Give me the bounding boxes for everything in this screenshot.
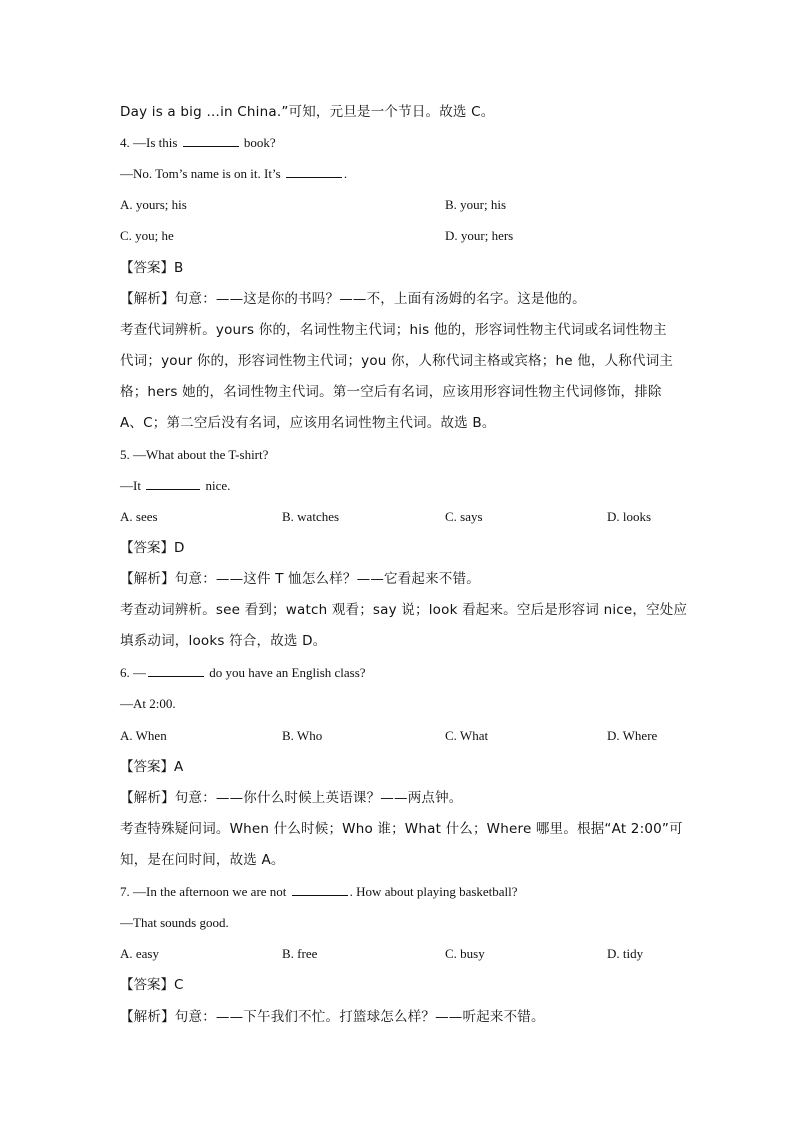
q4-analysis-line: 代词；your 你的，形容词性物主代词；you 你，人称代词主格或宾格；he 他，人称代词主 [120, 353, 674, 369]
q6-analysis-line: 【解析】句意：——你什么时候上英语课？——两点钟。 [120, 790, 463, 806]
q5-answer: 【答案】D [120, 540, 185, 556]
q7-reply: —That sounds good. [120, 915, 229, 930]
q4-analysis-line: 考查代词辨析。yours 你的，名词性物主代词；his 他的，形容词性物主代词或名词性物主 [120, 322, 667, 338]
q4-option-b: B. your; his [445, 197, 507, 212]
q5-option-a: A. sees [120, 509, 158, 524]
q6-answer: 【答案】A [120, 759, 184, 775]
q4-analysis-line: 格；hers 她的，名词性物主代词。第一空后有名词，应该用形容词性物主代词修饰，排除 [120, 384, 662, 400]
q7-option-a: A. easy [120, 946, 159, 961]
q5-reply: —It nice. [120, 478, 231, 493]
q4-option-d: D. your; hers [445, 228, 514, 243]
q7-answer: 【答案】C [120, 977, 184, 993]
q5-analysis-line: 考查动词辨析。see 看到；watch 观看；say 说；look 看起来。空后是形容词 nice，空处应 [120, 602, 688, 618]
q5-option-b: B. watches [282, 509, 340, 524]
q5-analysis-line: 填系动词，looks 符合，故选 D。 [120, 633, 327, 649]
q6-option-c: C. What [445, 728, 489, 743]
q4-analysis-line: 【解析】句意：——这是你的书吗？——不，上面有汤姆的名字。这是他的。 [120, 291, 586, 307]
q4-analysis-line: A、C；第二空后没有名词，应该用名词性物主代词。故选 B。 [120, 415, 496, 431]
q4-reply: —No. Tom’s name is on it. It’s . [120, 166, 348, 181]
q7-option-b: B. free [282, 946, 318, 961]
q6-option-b: B. Who [282, 728, 323, 743]
q7-option-c: C. busy [445, 946, 485, 961]
answer-blank [183, 134, 239, 147]
q4-answer: 【答案】B [120, 260, 184, 276]
answer-blank [292, 883, 348, 896]
q6-analysis-line: 考查特殊疑问词。When 什么时候；Who 谁；What 什么；Where 哪里。根据“At 2:00”可 [120, 821, 683, 837]
q6-option-a: A. When [120, 728, 167, 743]
q4-stem: 4. —Is this book? [120, 135, 276, 150]
answer-blank [146, 477, 200, 490]
answer-blank [286, 165, 342, 178]
q6-reply: —At 2:00. [120, 696, 176, 711]
q5-analysis-line: 【解析】句意：——这件 T 恤怎么样？——它看起来不错。 [120, 571, 480, 587]
intro-line: Day is a big …in China.”可知，元旦是一个节日。故选 C。 [120, 104, 495, 120]
q4-option-a: A. yours; his [120, 197, 187, 212]
q6-stem: 6. — do you have an English class? [120, 665, 366, 680]
q6-analysis-line: 知，是在问时间，故选 A。 [120, 852, 285, 868]
q5-option-c: C. says [445, 509, 483, 524]
q7-analysis-line: 【解析】句意：——下午我们不忙。打篮球怎么样？——听起来不错。 [120, 1009, 545, 1025]
q5-stem: 5. —What about the T-shirt? [120, 447, 269, 462]
answer-blank [148, 664, 204, 677]
q4-option-c: C. you; he [120, 228, 174, 243]
q7-stem: 7. —In the afternoon we are not . How about playing basketball? [120, 884, 518, 899]
q7-option-d: D. tidy [607, 946, 644, 961]
q5-option-d: D. looks [607, 509, 652, 524]
q6-option-d: D. Where [607, 728, 658, 743]
